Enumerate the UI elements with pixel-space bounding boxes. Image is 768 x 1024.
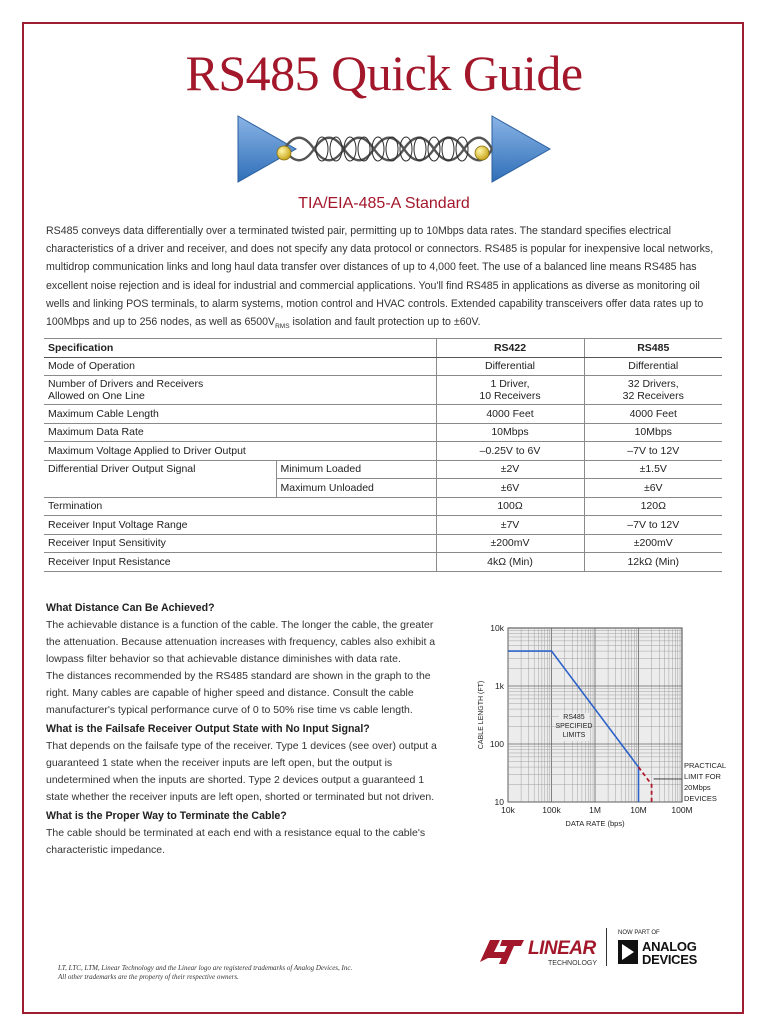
analog-devices-logo — [614, 926, 724, 970]
x-axis-label: DATA RATE (bps) — [565, 819, 625, 828]
section-paragraph: The achievable distance is a function of the cable. The longer the cable, the greater the attenuation. Because attenuation increases with frequency, cables also exhibit a lowpass filter behavior so that achievable distance diminishes with data rate. — [46, 619, 436, 665]
x-tick-label: 10M — [630, 805, 647, 815]
y-tick-label: 100 — [489, 739, 504, 749]
row-rs485: Differential — [584, 357, 722, 376]
receiver-triangle-right — [492, 116, 550, 182]
header-rs422: RS422 — [436, 339, 584, 358]
row-rs485: –7V to 12V — [584, 516, 722, 535]
table-row — [44, 405, 722, 424]
row-rs485: ±1.5V — [584, 460, 722, 479]
section-paragraph: The distances recommended by the RS485 standard are shown in the graph to the right. Many cables are capable of higher speed and distance. Consult the cable manufacturer's typical performance curve of 0 to 50% rise time vs cable length. — [46, 670, 431, 716]
analog-wordmark: ANALOG — [642, 939, 697, 954]
trademark-line-1: LT, LTC, LTM, Linear Technology and the Linear logo are registered trademarks of Analog Devices, Inc. — [58, 964, 353, 972]
rs485-annotation-label: SPECIFIED — [555, 723, 593, 730]
linear-technology-logo — [478, 932, 606, 968]
practical-limit-annotation-label: 20Mbps — [684, 783, 711, 792]
row-spec: Receiver Input Voltage Range — [44, 516, 436, 535]
row-spec: Receiver Input Sensitivity — [44, 534, 436, 553]
row-rs485: –7V to 12V — [584, 442, 722, 461]
row-rs422: 10Mbps — [436, 423, 584, 442]
row-rs422: –0.25V to 6V — [436, 442, 584, 461]
practical-limit-annotation-label: DEVICES — [684, 794, 717, 803]
row-rs422: ±200mV — [436, 534, 584, 553]
row-rs485: 4000 Feet — [584, 405, 722, 424]
row-rs485: 120Ω — [584, 497, 722, 516]
section-heading-failsafe: What is the Failsafe Receiver Output State with No Input Signal? — [46, 723, 370, 735]
row-subspec: Minimum Loaded — [276, 460, 436, 479]
row-rs422: 4kΩ (Min) — [436, 553, 584, 572]
row-rs485: 12kΩ (Min) — [584, 553, 722, 572]
y-tick-label: 1k — [495, 681, 504, 691]
table-row — [44, 553, 722, 572]
row-spec: Maximum Voltage Applied to Driver Output — [44, 442, 436, 461]
technology-wordmark: TECHNOLOGY — [548, 960, 598, 967]
intro-paragraph: RS485 conveys data differentially over a terminated twisted pair, permitting up to 10Mbps data rates. The standard specifies electrical characteristics of a driver and receiver, and does not specify any data protocol or connectors. RS485 is popular for inexpensive local networks, multidrop communication links and long haul data transfer over distances of up to 4,000 feet. The use of a balanced line means RS485 has excellent noise rejection and is ideal for industrial and commercial applications. You'll find RS485 in applications as diverse as monitoring oil wells and linking POS terminals, to alarm systems, motion control and HVAC controls. Extended capability transceivers offer data rates up to 100Mbps and up to 256 nodes, as well as $6500V_{RMS}$ isolation and fault protection up to ±60V. — [46, 225, 714, 331]
table-row — [44, 357, 722, 376]
now-part-of-label: NOW PART OF — [618, 930, 660, 936]
rs485-annotation-label: LIMITS — [562, 732, 586, 739]
table-row — [44, 516, 722, 535]
row-rs422: 100Ω — [436, 497, 584, 516]
row-rs485: 32 Drivers, 32 Receivers — [584, 376, 722, 405]
row-spec: Receiver Input Resistance — [44, 553, 436, 572]
table-row — [44, 460, 722, 479]
row-rs422: 4000 Feet — [436, 405, 584, 424]
logo-divider — [606, 928, 607, 966]
y-axis-label: CABLE LENGTH (FT) — [478, 680, 485, 750]
row-rs485: ±200mV — [584, 534, 722, 553]
x-tick-label: 1M — [589, 805, 601, 815]
x-tick-label: 100M — [671, 805, 693, 815]
rs485-annotation-label: RS485 — [563, 714, 585, 721]
lt-mark-icon — [480, 940, 524, 964]
practical-limit-annotation-label: LIMIT FOR — [684, 772, 721, 781]
table-row — [44, 442, 722, 461]
trademark-footnote — [58, 964, 352, 982]
x-tick-label: 10k — [501, 805, 515, 815]
table-header-row — [44, 339, 722, 358]
row-rs422: 1 Driver, 10 Receivers — [436, 376, 584, 405]
spec-table — [44, 338, 722, 572]
devices-wordmark: DEVICES — [642, 952, 697, 967]
terminator-left-ball — [277, 146, 291, 160]
header-rs485: RS485 — [584, 339, 722, 358]
x-tick-label: 100k — [542, 805, 561, 815]
row-rs422: ±6V — [436, 479, 584, 498]
row-rs422: ±7V — [436, 516, 584, 535]
row-rs485: ±6V — [584, 479, 722, 498]
row-rs422: ±2V — [436, 460, 584, 479]
row-spec: Maximum Cable Length — [44, 405, 436, 424]
trademark-line-2: All other trademarks are the property of their respective owners. — [58, 973, 239, 981]
table-row — [44, 376, 722, 405]
practical-limit-annotation-label: PRACTICAL — [684, 761, 727, 770]
row-spec: Maximum Data Rate — [44, 423, 436, 442]
row-rs422: Differential — [436, 357, 584, 376]
row-spec: Termination — [44, 497, 436, 516]
twisted-pair-illustration — [234, 112, 554, 186]
section-heading-termination: What is the Proper Way to Terminate the Cable? — [46, 810, 287, 822]
page-subtitle: TIA/EIA-485-A Standard — [298, 195, 470, 212]
row-subspec: Maximum Unloaded — [276, 479, 436, 498]
faq-sections — [46, 600, 446, 859]
section-heading-distance: What Distance Can Be Achieved? — [46, 602, 215, 614]
y-tick-label: 10 — [494, 797, 504, 807]
row-rs485: 10Mbps — [584, 423, 722, 442]
row-spec: Number of Drivers and Receivers Allowed on One Line — [44, 376, 436, 405]
terminator-right-ball — [475, 146, 489, 160]
linear-wordmark: LINEAR — [528, 938, 596, 959]
header-specification: Specification — [44, 339, 436, 358]
y-tick-label: 10k — [490, 623, 504, 633]
row-spec: Mode of Operation — [44, 357, 436, 376]
table-row — [44, 423, 722, 442]
cable-length-vs-data-rate-chart — [470, 618, 730, 838]
row-spec: Differential Driver Output Signal — [44, 460, 276, 497]
section-paragraph: The cable should be terminated at each end with a resistance equal to the cable's characteristic impedance. — [46, 827, 426, 856]
section-paragraph: That depends on the failsafe type of the receiver. Type 1 devices (see over) output a guaranteed 1 state when the receiver inputs are left open, but the output is undetermined when the inputs are shorted. Type 2 devices output a guaranteed 1 state whether the receiver inputs are left open, shorted or terminated but not driven. — [46, 740, 437, 803]
table-row — [44, 497, 722, 516]
table-row — [44, 534, 722, 553]
page-title: RS485 Quick Guide — [185, 45, 583, 101]
